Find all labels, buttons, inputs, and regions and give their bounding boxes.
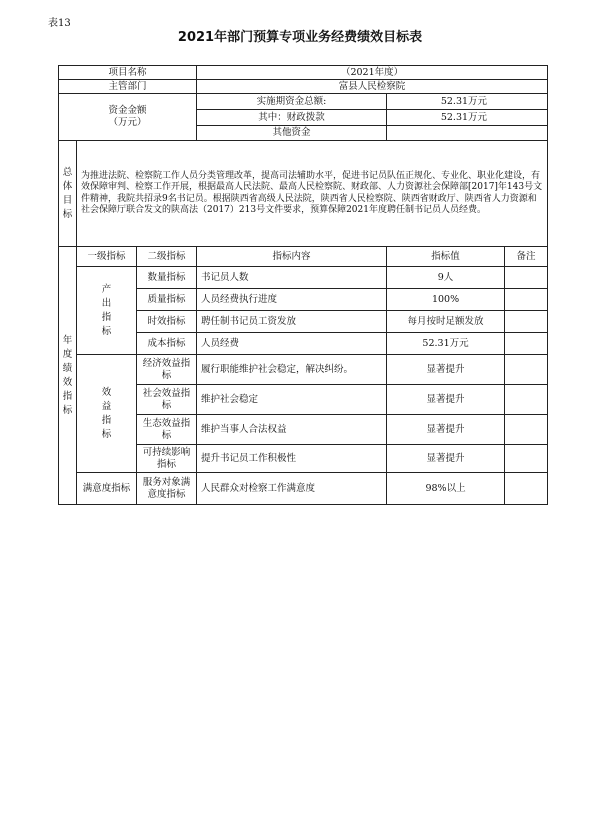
department-value: 富县人民检察院	[197, 80, 548, 94]
fund-fiscal-label: 其中：财政拨款	[197, 110, 387, 126]
annual-indicator-label-cell	[59, 247, 77, 505]
output-content: 聘任制书记员工资发放	[197, 311, 387, 333]
benefit-value: 显著提升	[387, 355, 505, 385]
output-content: 人员经费	[197, 333, 387, 355]
performance-table	[58, 65, 548, 505]
benefit-remark	[505, 355, 548, 385]
header-value: 指标值	[387, 247, 505, 267]
header-level2: 二级指标	[137, 247, 197, 267]
fund-total-value: 52.31万元	[387, 94, 548, 110]
output-remark	[505, 311, 548, 333]
overall-goal-label-cell	[59, 141, 77, 247]
benefit-remark	[505, 445, 548, 473]
fund-other-label: 其他资金	[197, 126, 387, 141]
header-content: 指标内容	[197, 247, 387, 267]
benefit-value: 显著提升	[387, 385, 505, 415]
benefit-content: 履行职能维护社会稳定，解决纠纷。	[197, 355, 387, 385]
fund-label-cell	[59, 94, 197, 141]
output-level2: 成本指标	[137, 333, 197, 355]
output-remark	[505, 333, 548, 355]
fund-other-value	[387, 126, 548, 141]
benefit-content: 维护当事人合法权益	[197, 415, 387, 445]
row-project-name	[59, 66, 548, 80]
indicator-header-row	[59, 247, 548, 267]
fund-fiscal-value: 52.31万元	[387, 110, 548, 126]
satisfaction-level1: 满意度指标	[77, 473, 137, 505]
benefit-remark	[505, 385, 548, 415]
overall-goal-text: 为推进法院、检察院工作人员分类管理改革，提高司法辅助水平，促进书记员队伍正规化、专业化、职业化建设，有效保障审判、检察工作开展，根据最高人民法院、最高人民检察院、财政部、人力资源社会保障部[2017]年143号文件精神，我院共招录9名书记员。根据陕西省高级人民法院，陕西省人民检察院、陕西省财政厅、陕西省人力资源和社会保障厅联合发文的陕高法（2017）213号文件要求，预算保障2021年度聘任制书记员人员经费。	[77, 141, 548, 247]
row-overall-goal	[59, 141, 548, 247]
satisfaction-content: 人民群众对检察工作满意度	[197, 473, 387, 505]
output-value: 9人	[387, 267, 505, 289]
output-level2: 质量指标	[137, 289, 197, 311]
output-level2: 数量指标	[137, 267, 197, 289]
benefit-value: 显著提升	[387, 415, 505, 445]
benefit-level2: 生态效益指标	[137, 415, 197, 445]
fund-unit: （万元）	[108, 117, 147, 128]
project-name-label: 项目名称	[59, 66, 197, 80]
fund-total-label: 实施期资金总额:	[197, 94, 387, 110]
satisfaction-level2: 服务对象满意度指标	[137, 473, 197, 505]
output-value: 100%	[387, 289, 505, 311]
project-name-value: （2021年度）	[197, 66, 548, 80]
page-title: 2021年部门预算专项业务经费绩效目标表	[177, 30, 423, 45]
satisfaction-value: 98%以上	[387, 473, 505, 505]
header-level1: 一级指标	[77, 247, 137, 267]
output-level2: 时效指标	[137, 311, 197, 333]
output-label: 产出指标	[101, 283, 112, 337]
output-label-cell	[77, 267, 137, 355]
benefit-level2: 可持续影响指标	[137, 445, 197, 473]
benefit-label: 效益指标	[101, 386, 112, 440]
output-remark	[505, 289, 548, 311]
table-number: 表13	[48, 18, 71, 29]
benefit-label-cell	[77, 355, 137, 473]
output-content: 人员经费执行进度	[197, 289, 387, 311]
benefit-content: 维护社会稳定	[197, 385, 387, 415]
benefit-content: 提升书记员工作积极性	[197, 445, 387, 473]
row-department	[59, 80, 548, 94]
output-value: 每月按时足额发放	[387, 311, 505, 333]
output-content: 书记员人数	[197, 267, 387, 289]
benefit-level2: 经济效益指标	[137, 355, 197, 385]
output-value: 52.31万元	[387, 333, 505, 355]
overall-goal-label: 总体目标	[62, 166, 73, 220]
benefit-value: 显著提升	[387, 445, 505, 473]
header-remark: 备注	[505, 247, 548, 267]
table-row	[59, 267, 548, 289]
output-remark	[505, 267, 548, 289]
fund-label: 资金金额	[108, 105, 147, 117]
benefit-remark	[505, 415, 548, 445]
satisfaction-remark	[505, 473, 548, 505]
department-label: 主管部门	[59, 80, 197, 94]
benefit-level2: 社会效益指标	[137, 385, 197, 415]
table-row	[59, 473, 548, 505]
annual-indicator-label: 年度绩效指标	[62, 334, 73, 416]
row-fund-total	[59, 94, 548, 110]
table-row	[59, 355, 548, 385]
